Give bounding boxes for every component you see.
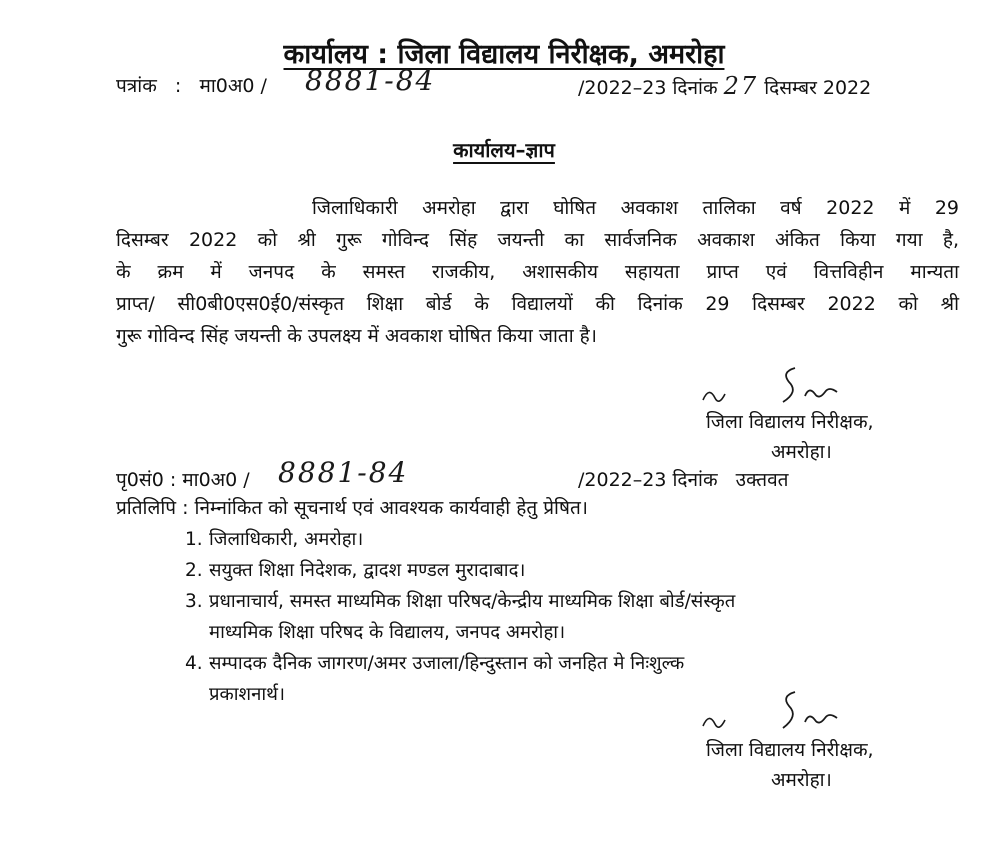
reference-number-handwritten: 8881-84	[305, 64, 436, 97]
body-line: जिलाधिकारी अमरोहा द्वारा घोषित अवकाश तालिका वर्ष 2022 में 29	[312, 197, 959, 219]
endorsement-date: /2022–23 दिनांक उक्तवत	[578, 469, 789, 491]
list-item-continuation: माध्यमिक शिक्षा परिषद के विद्यालय, जनपद अमरोहा।	[209, 622, 566, 643]
date-day-handwritten: 27	[723, 72, 759, 100]
list-item: 4. सम्पादक दैनिक जागरण/अमर उजाला/हिन्दुस्तान को जनहित मे निःशुल्क	[185, 653, 685, 674]
body-line: के क्रम में जनपद के समस्त राजकीय, अशासकीय सहायता प्राप्त एवं वित्तविहीन मान्यता	[116, 261, 959, 283]
signature-2-designation: जिला विद्यालय निरीक्षक,	[706, 739, 874, 761]
signature-1-designation: जिला विद्यालय निरीक्षक,	[706, 411, 874, 433]
copy-to-label: प्रतिलिपि : निम्नांकित को सूचनार्थ एवं आवश्यक कार्यवाही हेतु प्रेषित।	[116, 497, 588, 519]
body-line: दिसम्बर 2022 को श्री गुरू गोविन्द सिंह जयन्ती का सार्वजनिक अवकाश अंकित किया गया है,	[116, 229, 959, 251]
subject-heading: कार्यालय–ज्ञाप	[453, 138, 555, 162]
endorsement-number-handwritten: 8881-84	[278, 456, 409, 489]
endorsement-ref-label: पृ0सं0 : मा0अ0 /	[116, 469, 250, 491]
body-line: प्राप्त/ सी0बी0एस0ई0/संस्कृत शिक्षा बोर्ड के विद्यालयों की दिनांक 29 दिसम्बर 2022 को श्री	[116, 293, 959, 315]
reference-date: /2022–23 दिनांक 27 दिसम्बर 2022	[578, 72, 872, 100]
list-item: 3. प्रधानाचार्य, समस्त माध्यमिक शिक्षा परिषद/केन्द्रीय माध्यमिक शिक्षा बोर्ड/संस्कृत	[185, 591, 736, 612]
reference-label: पत्रांक : मा0अ0 /	[116, 75, 267, 97]
signature-2-place: अमरोहा।	[771, 769, 832, 791]
body-paragraph	[116, 192, 959, 352]
signature-1-place: अमरोहा।	[771, 441, 832, 463]
list-item: 1. जिलाधिकारी, अमरोहा।	[185, 529, 364, 550]
list-item: 2. सयुक्त शिक्षा निदेशक, द्वादश मण्डल मुरादाबाद।	[185, 560, 526, 581]
list-item-continuation: प्रकाशनार्थ।	[209, 684, 285, 705]
office-title: कार्यालय : जिला विद्यालय निरीक्षक, अमरोहा	[283, 39, 725, 70]
distribution-list	[185, 524, 735, 710]
body-line: गुरू गोविन्द सिंह जयन्ती के उपलक्ष्य में अवकाश घोषित किया जाता है।	[116, 325, 597, 347]
